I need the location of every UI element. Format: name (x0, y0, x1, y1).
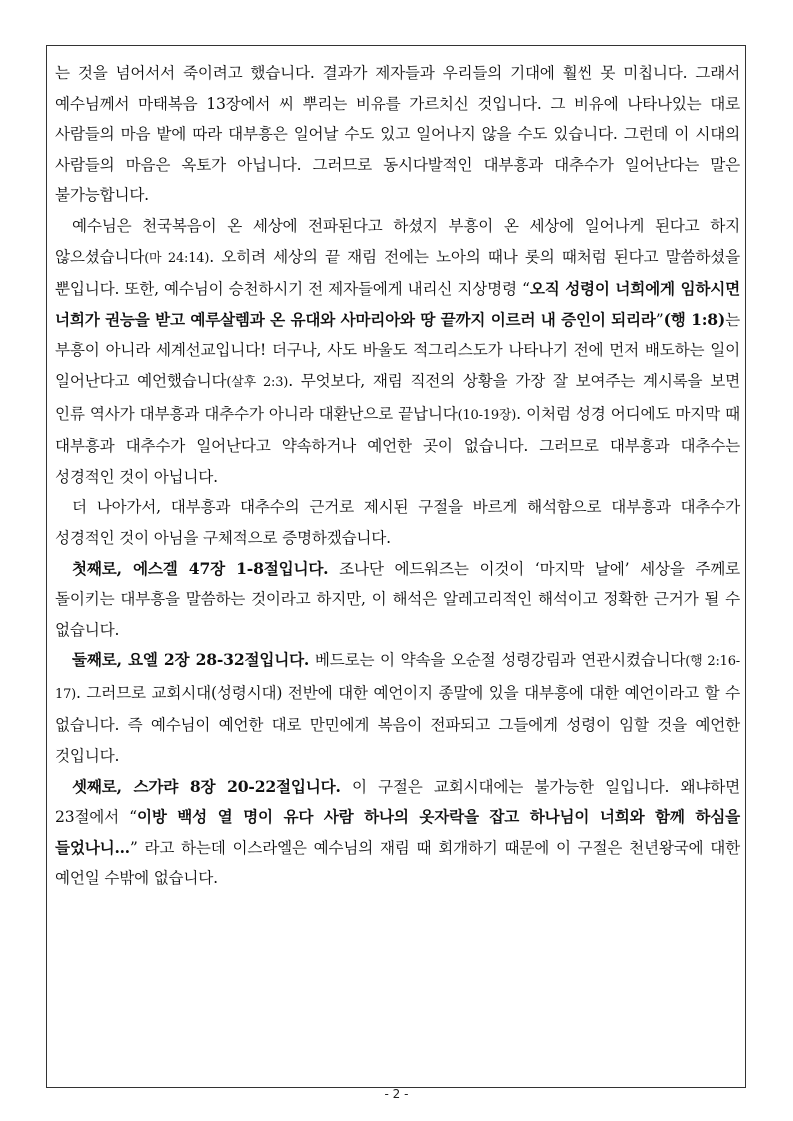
paragraph (55, 772, 740, 894)
emphasis-text: 첫째로, 에스겔 47장 1-8절입니다. (72, 558, 329, 578)
body-text: 베드로는 이 약속을 오순절 성령강림과 연관시켰습니다 (309, 651, 686, 670)
paragraph (55, 554, 740, 646)
emphasis-text: 이방 백성 열 명이 유다 사람 하나의 옷자락을 잡고 하나님이 너희와 함께 하심을 들었나니… (55, 807, 740, 857)
emphasis-text: 오직 성령이 너희에게 임하시면 너희가 권능을 받고 예루살렘과 온 유대와 사마리아와 땅 끝까지 이르러 내 증인이 되리라 (55, 279, 740, 329)
body-text: ” (655, 310, 664, 329)
emphasis-text: 둘째로, 요엘 2장 28-32절입니다. (72, 650, 310, 670)
paragraph (55, 645, 740, 771)
body-text: 조나단 에드워즈는 이것이 ‘마지막 날에’ 세상을 주께로 돌이키는 대부흥을 말씀하는 것이라고 하지만, 이 해석은 알레고리적인 해석이고 정확한 근거가 될 수 없습니다. (55, 559, 740, 639)
scripture-reference: (살후 2:3) (226, 374, 289, 390)
document-body (55, 58, 740, 894)
emphasis-text: (행 1:8) (663, 309, 726, 329)
body-text: 는 부흥이 아니라 세계선교입니다! 더구나, 사도 바울도 적그리스도가 나타나기 전에 먼저 배도하는 일이 일어난다고 예언했습니다 (55, 310, 740, 390)
body-text: 이 구절은 교회시대에는 불가능한 일입니다. 왜냐하면 23절에서 “ (55, 777, 741, 827)
paragraph (55, 58, 740, 211)
scripture-reference: (10-19장) (457, 407, 517, 423)
body-text: . 그러므로 교회시대(성령시대) 전반에 대한 예언이지 종말에 있을 대부흥에 대한 예언이라고 할 수 없습니다. 즉 예수님이 예언한 대로 만민에게 복음이 전파되고 그들에게 성령이 임할 것을 예언한 것입니다. (55, 683, 740, 766)
body-text: ” 라고 하는데 이스라엘은 예수님의 재림 때 회개하기 때문에 이 구절은 천년왕국에 대한 예언일 수밖에 없습니다. (55, 838, 740, 888)
paragraph (55, 211, 740, 492)
emphasis-text: 셋째로, 스가랴 8장 20-22절입니다. (72, 776, 341, 796)
body-text: . 오히려 세상의 끝 재림 전에는 노아의 때나 롯의 때처럼 된다고 말씀하셨을 뿐입니다. 또한, 예수님이 승천하시기 전 제자들에게 내리신 지상명령 “ (55, 247, 740, 299)
body-text: 더 나아가서, 대부흥과 대추수의 근거로 제시된 구절을 바르게 해석함으로 대부흥과 대추수가 성경적인 것이 아님을 구체적으로 증명하겠습니다. (55, 498, 740, 547)
scripture-reference: (마 24:14) (144, 250, 210, 266)
body-text: . 무엇보다, 재림 직전의 상황을 가장 잘 보여주는 계시록을 보면 인류 역사가 대부흥과 대추수가 아니라 대환난으로 끝납니다 (55, 371, 740, 423)
page-number: - 2 - (384, 1087, 409, 1101)
body-text: 예수님은 천국복음이 온 세상에 전파된다고 하셨지 부흥이 온 세상에 일어나게 된다고 하지 않으셨습니다 (55, 216, 740, 266)
body-text: 는 것을 넘어서서 죽이려고 했습니다. 결과가 제자들과 우리들의 기대에 훨씬 못 미칩니다. 그래서 예수님께서 마태복음 13장에서 씨 뿌리는 비유를 가르치신 것입니다. 그 비유에 나타나있는 대로 사람들의 마음 밭에 따라 대부흥은 일어날 수도 있고 일어나지 않을 수도 있습니다. 그런데 이 시대의 사람들의 마음은 옥토가 아닙니다. 그러므로 동시다발적인 대부흥과 대추수가 일어난다는 말은 불가능합니다. (55, 64, 740, 205)
body-text: . 이처럼 성경 어디에도 마지막 때 대부흥과 대추수가 일어난다고 약속하거나 예언한 곳이 없습니다. 그러므로 대부흥과 대추수는 성경적인 것이 아닙니다. (55, 404, 740, 486)
paragraph (55, 492, 740, 553)
scripture-reference: (행 2:16-17) (55, 654, 740, 702)
